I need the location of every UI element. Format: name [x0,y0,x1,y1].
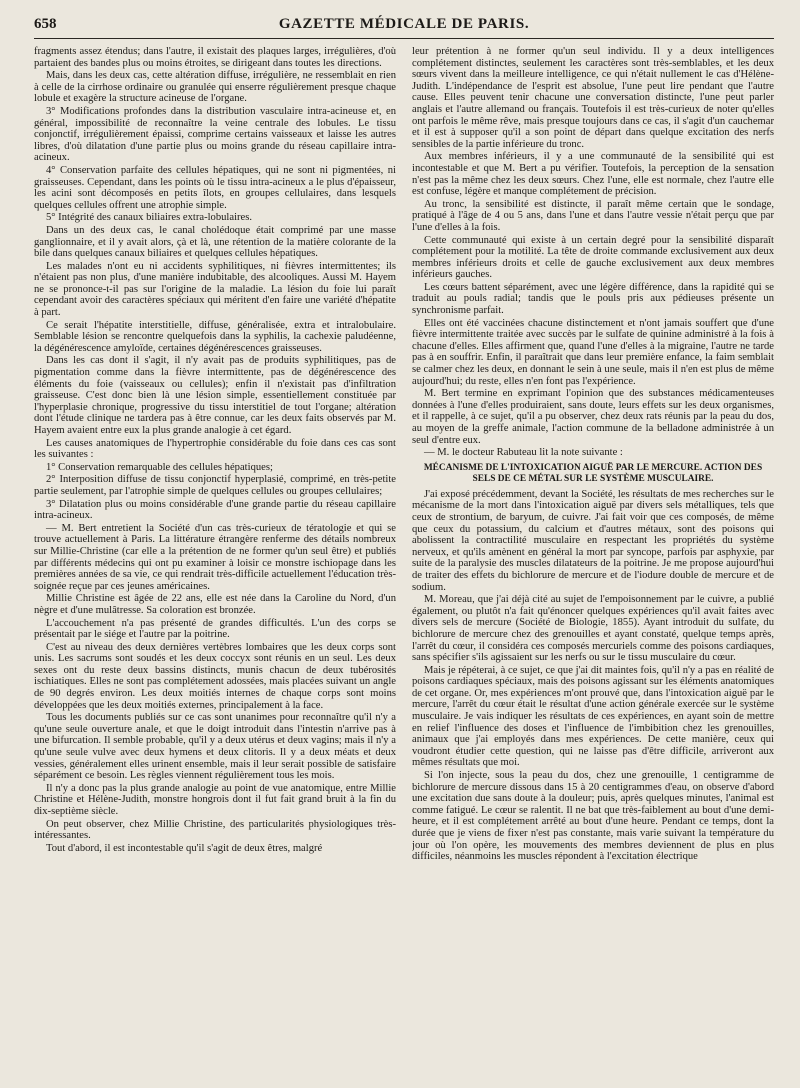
paragraph: L'accouchement n'a pas présenté de grandes difficultés. L'un des corps se présentait par le siége et l'autre par la poitrine. [34,617,396,641]
section-title: MÉCANISME DE L'INTOXICATION AIGUË PAR LE MERCURE. ACTION DES SELS DE CE MÉTAL SUR LE SYSTÈME MUSCULAIRE. [423,462,763,484]
paragraph: Millie Christine est âgée de 22 ans, elle est née dans la Caroline du Nord, d'un nègre et d'une mulâtresse. Sa coloration est bronzée. [34,593,396,616]
right-column [412,46,774,1082]
paragraph: Elles ont été vaccinées chacune distinctement et n'ont jamais souffert que d'une fièvre intermittente traitée avec succès par le sulfate de quinine administré à la fois à chacune d'elles. Elles affirment que, quand l'une d'elles à la migraine, l'autre ne tarde pas à en souffrir. Enfin, il paraîtrait que dans leur première enfance, la faim semblait se calmer chez les deux, en donnant le sein à une seule, mais il n'en est plus de même aujourd'hui; du reste, elles n'en font pas l'expérience. [412,317,774,387]
text-columns [34,46,774,1082]
paragraph: M. Moreau, que j'ai déjà cité au sujet de l'empoisonnement par le cuivre, a publié également, ou plutôt n'a fait qu'énoncer quelques expériences qu'il avait faites avec divers sels de mercure (Société de Biologie, 1855). Ayant introduit du sulfate, du bichlorure de mercure chez des grenouilles et ayant constaté, quelque temps après, l'arrêt du cœur, il considéra ces composés mercuriels comme des poisons cardiaques, sans spécifier s'ils agissaient sur les nerfs ou sur le tissu musculaire du cœur. [412,594,774,664]
paragraph: Mais je répéterai, à ce sujet, ce que j'ai dit maintes fois, qu'il n'y a pas en réalité de poisons cardiaques spéciaux, mais des poisons agissant sur les éléments anatomiques de cet organe. Or, mes expériences m'ont prouvé que, dans l'intoxication aiguë par le mercure, l'arrêt du cœur était le résultat d'une action générale exercée sur le système musculaire. Je vais indiquer les résultats de ces expériences, en ayant soin de mettre en relief l'influence des doses et l'influence de l'imbibition chez les grenouilles, animaux que j'ai employés dans mes expériences. De cette manière, ceux qui voudront étudier cette question, qui ne laisse pas d'être difficile, arriveront aux mêmes résultats que moi. [412,664,774,769]
paragraph: J'ai exposé précédemment, devant la Société, les résultats de mes recherches sur le mécanisme de la mort dans l'intoxication aiguë par divers sels métalliques, tels que ceux de strontium, de baryum, de cuivre. J'ai fait voir que ces composés, de même que ceux du potassium, du calcium et d'autres métaux, sont des poisons qui abolissent la contractilité musculaire en respectant les propriétés du système nerveux, et qu'ils amènent en général la mort par syncope, parfois par asphyxie, par suite de la paralysie des muscles dilatateurs de la poitrine. Je me propose aujourd'hui de traiter des effets du bichlorure de mercure et de l'iodure double de mercure et de sodium. [412,488,774,593]
paragraph: Si l'on injecte, sous la peau du dos, chez une grenouille, 1 centigramme de bichlorure de mercure dissous dans 15 à 20 centigrammes d'eau, on observe d'abord une excitation due sans doute à la douleur; puis, après quelques minutes, l'animal est comme fatigué. Le cœur se ralentit. Il ne bat que très-faiblement au bout d'une demi-heure, et il est complétement arrêté au bout d'une heure. Pendant ce temps, dont la durée que je viens de fixer n'est pas constante, mais varie suivant la température du jour où l'on opère, les mouvements des membres deviennent de plus en plus difficiles, néanmoins les muscles répondent à l'excitation électrique [412,770,774,863]
journal-title: GAZETTE MÉDICALE DE PARIS. [278,16,530,32]
paragraph: Dans un des deux cas, le canal cholédoque était comprimé par une masse ganglionnaire, et il y avait alors, çà et là, une rétention de la matière colorante de la bile dans quelques canaux biliaires et quelques cellules hépatiques. [34,224,396,260]
paragraph: C'est au niveau des deux dernières vertèbres lombaires que les deux corps sont unis. Les sacrums sont soudés et les deux coccyx sont réunis en un seul. Les deux sexes ont du reste deux bassins distincts, munis chacun de deux tubérosités ischiatiques. Elles ne sont pas complétement adossées, mais placées suivant un angle de 90 degrés environ. Les deux moitiés internes de chaque corps sont moins développées que les deux moitiés externes, principalement à la face. [34,641,396,711]
paragraph: Aux membres inférieurs, il y a une communauté de la sensibilité qui est incontestable et que M. Bert a pu vérifier. Toutefois, la perception de la sensation n'est pas la même chez les deux sœurs. Chez l'une, elle est normale, chez l'autre elle est confuse, légère et manque complétement de précision. [412,151,774,198]
paragraph: Tout d'abord, il est incontestable qu'il s'agit de deux êtres, malgré [46,842,323,854]
paragraph: Au tronc, la sensibilité est distincte, il paraît même certain que le sondage, pratiqué à l'âge de 4 ou 5 ans, dans l'une et dans l'autre vessie n'était perçu que par l'une d'elles à la fois. [412,198,774,233]
paragraph: Il n'y a donc pas la plus grande analogie au point de vue anatomique, entre Millie Christine et Hélène-Judith, monstre hongrois dont il fut fait grand bruit à la fin du dix-septième siècle. [34,782,396,817]
paragraph: 3° Modifications profondes dans la distribution vasculaire intra-acineuse et, en général, impossibilité de reconnaître la veine centrale des lobules. Le tissu conjonctif, irrégulièrement épaissi, comprime certains vaisseaux et laisse les autres libres, d'où dilatation d'une partie plus ou moins grande du réseau capillaire intra-acineux. [34,105,396,164]
paragraph: Les cœurs battent séparément, avec une légère différence, dans la rapidité qui se traduit au pouls radial; tandis que le pouls pris aux pédieuses présente un synchronisme parfait. [412,281,774,317]
paragraph: Cette communauté qui existe à un certain degré pour la sensibilité disparaît complétement pour la motilité. La tête de droite commande exclusivement aux deux membres inférieurs droits et celle de gauche exclusivement aux deux membres inférieurs gauches. [412,234,774,281]
paragraph: Les malades n'ont eu ni accidents syphilitiques, ni fièvres intermittentes; ils n'étaient pas non plus, d'une manière indubitable, des alcooliques. Aussi M. Hayem ne se prononce-t-il pas sur l'origine de la maladie. La lésion du foie lui paraît cependant avoir des caractères spéciaux qui méritent d'en faire une variété d'hépatite à part. [34,260,396,319]
paragraph: On peut observer, chez Millie Christine, des particularités physiologiques très-intéressantes. [34,818,396,842]
left-column [34,46,396,1082]
paragraph: 2° Interposition diffuse de tissu conjonctif hyperplasié, comprimé, en très-petite partie seulement, par l'atrophie simple de quelques cellules ou groupes cellulaires; [34,474,396,497]
paragraph: 1° Conservation remarquable des cellules hépatiques; [46,461,273,473]
paragraph: leur prétention à ne former qu'un seul individu. Il y a deux intelligences complétement distinctes, seulement les caractères sont très-semblables, et les deux sœurs vivent dans la meilleure intelligence, ce qui n'était nullement le cas d'Hélène-Judith. L'indépendance de l'esprit est absolue, l'une peut lire pendant que l'autre cause. Elles peuvent tenir chacune une conversation distincte, l'une peut parler anglais et l'autre allemand ou français. Toutefois il est très-curieux de noter qu'elles ont parfois le même rêve, mais presque toujours dans ce cas, il s'agit d'un cauchemar et il est à supposer qu'il a son point de départ dans quelque excitation des nerfs sensibles de la partie inférieure du tronc. [412,46,774,150]
page-header [34,14,774,39]
paragraph: fragments assez étendus; dans l'autre, il existait des plaques larges, irrégulières, d'où partaient des bandes plus ou moins étroites, se dirigeant dans toutes les directions. [34,46,396,69]
paragraph: M. Bert termine en exprimant l'opinion que des substances médicamenteuses données à l'une d'elles produiraient, sans doute, leurs effets sur les deux organismes, et il rappelle, à ce sujet, qu'il a pu observer, chez deux rats réunis par la peau du dos, au moyen de la greffe animale, l'action commune de la belladone administrée à un seul d'entre eux. [412,388,774,446]
paragraph: — M. Bert entretient la Société d'un cas très-curieux de tératologie et qui se trouve actuellement à Paris. La littérature étrangère renferme des détails nombreux sur Millie-Christine (car elle a la prétention de ne former qu'un seul être) et publiés par différents médecins qui ont pu examiner à loisir ce monstre ischiopage dans les premières années de sa vie, ce qui rendrait très-difficile actuellement l'éducation très-soignée reçue par ces jeunes américaines. [34,522,396,592]
paragraph: Tous les documents publiés sur ce cas sont unanimes pour reconnaître qu'il n'y a qu'une seule ouverture anale, et que le doigt introduit dans l'intestin n'arrive pas à une bifurcation. Il semble probable, qu'il y a deux utérus et deux vagins; mais il n'y a qu'une seule vulve avec deux hymens et deux clitoris. Il y a deux méats et deux vessies, généralement elles urinent ensemble, mais il leur serait possible de satisfaire séparément ce besoin. Les règles viennent régulièrement tous les mois. [34,712,396,782]
paragraph: Les causes anatomiques de l'hypertrophie considérable du foie dans ces cas sont les suivantes : [34,437,396,461]
paragraph: Mais, dans les deux cas, cette altération diffuse, irrégulière, ne ressemblait en rien à celle de la cirrhose ordinaire ou granulée qui enserre régulièrement presque chaque lobule et exagère la structure acineuse de l'organe. [34,70,396,105]
paragraph: Ce serait l'hépatite interstitielle, diffuse, généralisée, extra et intralobulaire. Semblable lésion se rencontre quelquefois dans la syphilis, la cachexie paludéenne, la dégénérescence amyloïde, certaines dégénérescences graisseuses. [34,319,396,354]
paragraph: — M. le docteur Rabuteau lit la note suivante : [424,447,623,459]
page-number: 658 [34,16,57,32]
paragraph: 3° Dilatation plus ou moins considérable d'une grande partie du réseau capillaire intra-acineux. [34,498,396,522]
paragraph: 4° Conservation parfaite des cellules hépatiques, qui ne sont ni pigmentées, ni graisseuses. Cependant, dans les points où le tissu intra-acineux a le plus d'épaisseur, les acini sont décomposés en petits îlots, en groupes cellulaires, dans lesquels quelques cellules offrent une atrophie simple. [34,164,396,211]
paragraph: 5° Intégrité des canaux biliaires extra-lobulaires. [46,212,253,224]
paragraph: Dans les cas dont il s'agit, il n'y avait pas de produits syphilitiques, pas de pigmentation comme dans la fièvre intermittente, pas de dégénérescence des éléments du foie (vaisseaux ou cellules); enfin il n'existait pas d'infiltration graisseuse. C'est donc bien là une lésion simple, essentiellement constituée par l'hyperplasie chronique, progressive du tissu interstitiel de tout l'organe; altération dont l'étude clinique ne tardera pas à être connue, car les deux faits observés par M. Hayem avaient entre eux la plus grande analogie à cet égard. [34,355,396,436]
